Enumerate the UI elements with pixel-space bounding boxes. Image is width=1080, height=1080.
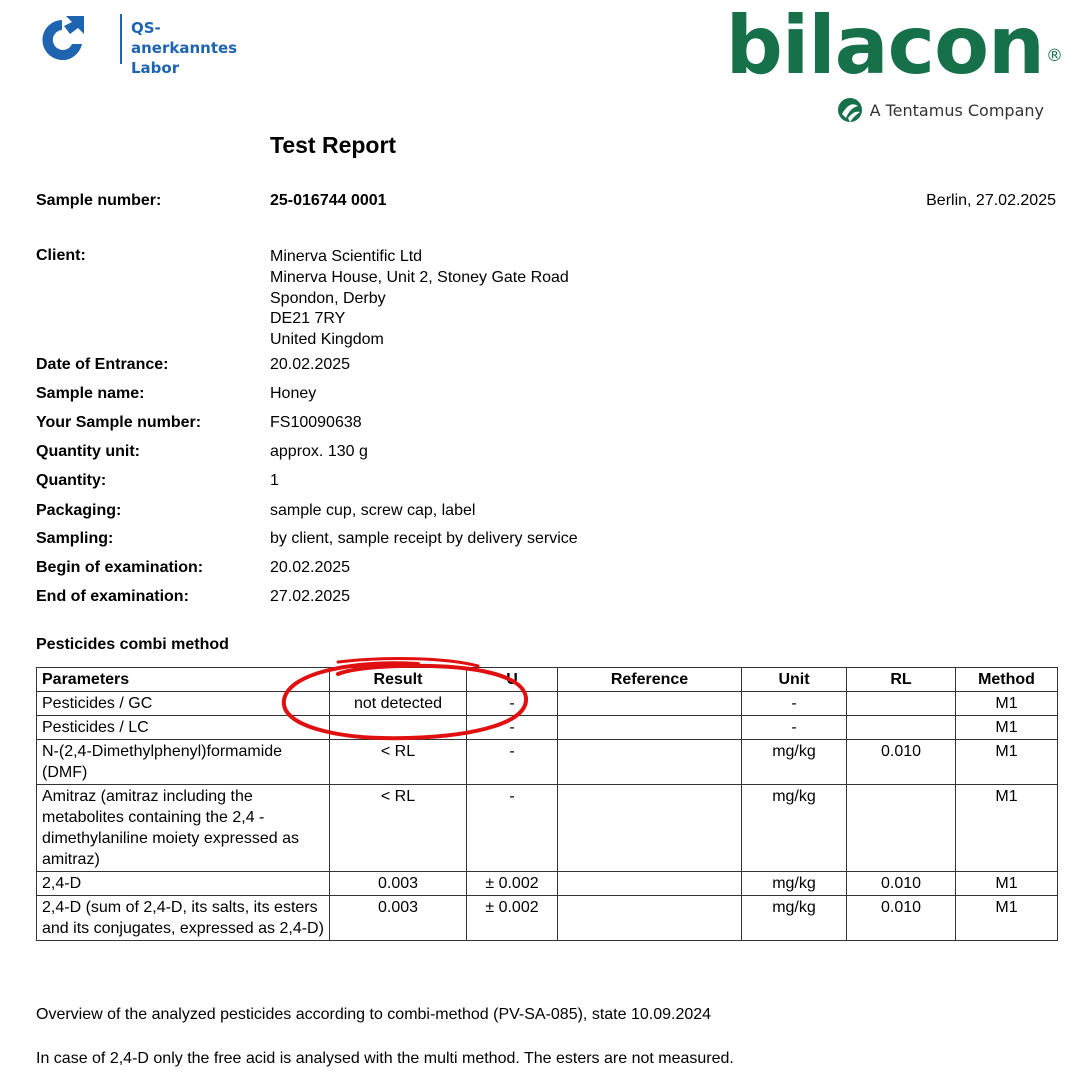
- cell-u: -: [467, 692, 558, 716]
- cell-unit: mg/kg: [742, 872, 847, 896]
- cell-parameter: 2,4-D (sum of 2,4-D, its salts, its esters and its conjugates, expressed as 2,4-D): [37, 896, 330, 941]
- cell-rl: [847, 716, 956, 740]
- cell-parameter: 2,4-D: [37, 872, 330, 896]
- cell-method: M1: [956, 896, 1058, 941]
- column-header-reference: Reference: [558, 668, 742, 692]
- cell-reference: [558, 785, 742, 872]
- table-row: [37, 740, 1058, 785]
- quantity-unit-value: approx. 130 g: [270, 443, 368, 460]
- cell-parameter: Pesticides / LC: [37, 716, 330, 740]
- cell-reference: [558, 692, 742, 716]
- bilacon-logo: [725, 0, 1062, 92]
- cell-reference: [558, 872, 742, 896]
- table-row: [37, 896, 1058, 941]
- packaging-label: Packaging:: [36, 502, 122, 519]
- quantity-unit-label: Quantity unit:: [36, 443, 140, 460]
- end-exam-label: End of examination:: [36, 588, 189, 605]
- cell-unit: -: [742, 692, 847, 716]
- column-header-parameters: Parameters: [37, 668, 330, 692]
- table-row: [37, 716, 1058, 740]
- sample-number-value: 25-016744 0001: [270, 192, 387, 209]
- cell-method: M1: [956, 872, 1058, 896]
- client-label: Client:: [36, 247, 86, 264]
- cell-rl: [847, 692, 956, 716]
- cell-unit: mg/kg: [742, 785, 847, 872]
- cell-parameter: Pesticides / GC: [37, 692, 330, 716]
- table-row: [37, 785, 1058, 872]
- qs-logo-line2: Labor: [131, 59, 180, 77]
- cell-method: M1: [956, 740, 1058, 785]
- results-table: [36, 667, 1058, 941]
- tagline-text: A Tentamus Company: [869, 100, 1044, 120]
- tentamus-tagline: [836, 96, 1044, 124]
- cell-method: M1: [956, 716, 1058, 740]
- date-of-entrance-value: 20.02.2025: [270, 356, 351, 373]
- client-address-line: United Kingdom: [270, 331, 384, 349]
- section-title: Pesticides combi method: [36, 636, 229, 653]
- cell-unit: mg/kg: [742, 896, 847, 941]
- cell-result: < RL: [330, 740, 467, 785]
- place-date: Berlin, 27.02.2025: [926, 192, 1056, 209]
- cell-u: -: [467, 785, 558, 872]
- cell-parameter: Amitraz (amitraz including the metabolites containing the 2,4 -dimethylaniline moiety expressed as amitraz): [37, 785, 330, 872]
- qs-circular-arrows-icon: [34, 12, 92, 68]
- registered-mark: ®: [1046, 46, 1062, 66]
- quantity-label: Quantity:: [36, 472, 107, 489]
- red-annotation-ellipse: [278, 656, 538, 748]
- cell-method: M1: [956, 785, 1058, 872]
- cell-result: 0.003: [330, 896, 467, 941]
- footnote-2-4-d: In case of 2,4-D only the free acid is analysed with the multi method. The esters are not measured.: [36, 1050, 734, 1067]
- cell-rl: 0.010: [847, 896, 956, 941]
- cell-reference: [558, 740, 742, 785]
- cell-u: ± 0.002: [467, 872, 558, 896]
- column-header-u: U: [467, 668, 558, 692]
- cell-parameter: N-(2,4-Dimethylphenyl)formamide (DMF): [37, 740, 330, 785]
- begin-exam-value: 20.02.2025: [270, 559, 351, 576]
- cell-method: M1: [956, 692, 1058, 716]
- begin-exam-label: Begin of examination:: [36, 559, 204, 576]
- sample-number-label: Sample number:: [36, 192, 162, 209]
- column-header-rl: RL: [847, 668, 956, 692]
- table-row: [37, 872, 1058, 896]
- qs-divider: [120, 14, 122, 64]
- end-exam-value: 27.02.2025: [270, 588, 351, 605]
- your-sample-number-label: Your Sample number:: [36, 414, 202, 431]
- footnote-overview: Overview of the analyzed pesticides according to combi-method (PV-SA-085), state 10.09.2024: [36, 1006, 712, 1023]
- column-header-unit: Unit: [742, 668, 847, 692]
- table-row: [37, 692, 1058, 716]
- client-address: [270, 247, 569, 351]
- brand-name: bilacon: [725, 0, 1044, 92]
- column-header-result: Result: [330, 668, 467, 692]
- sample-name-label: Sample name:: [36, 385, 145, 402]
- client-address-line: DE21 7RY: [270, 310, 346, 328]
- tentamus-leaf-icon: [836, 96, 864, 124]
- table-header-row: [37, 668, 1058, 692]
- sampling-value: by client, sample receipt by delivery service: [270, 530, 578, 547]
- sampling-label: Sampling:: [36, 530, 114, 547]
- cell-rl: 0.010: [847, 872, 956, 896]
- cell-rl: [847, 785, 956, 872]
- cell-u: ± 0.002: [467, 896, 558, 941]
- qs-logo: [34, 12, 238, 77]
- cell-u: -: [467, 716, 558, 740]
- qs-logo-line1: QS-anerkanntes: [131, 19, 238, 57]
- cell-unit: -: [742, 716, 847, 740]
- cell-reference: [558, 896, 742, 941]
- cell-reference: [558, 716, 742, 740]
- client-address-line: Minerva Scientific Ltd: [270, 248, 423, 265]
- client-address-line: Minerva House, Unit 2, Stoney Gate Road: [270, 268, 569, 286]
- quantity-value: 1: [270, 472, 279, 489]
- packaging-value: sample cup, screw cap, label: [270, 502, 476, 519]
- report-title: Test Report: [270, 132, 397, 158]
- column-header-method: Method: [956, 668, 1058, 692]
- date-of-entrance-label: Date of Entrance:: [36, 356, 169, 373]
- cell-result: not detected: [330, 692, 467, 716]
- cell-result: 0.003: [330, 872, 467, 896]
- cell-result: < RL: [330, 785, 467, 872]
- sample-name-value: Honey: [270, 385, 317, 402]
- cell-unit: mg/kg: [742, 740, 847, 785]
- client-address-line: Spondon, Derby: [270, 289, 386, 307]
- your-sample-number-value: FS10090638: [270, 414, 362, 431]
- qs-logo-text: [131, 18, 237, 78]
- cell-u: -: [467, 740, 558, 785]
- cell-rl: 0.010: [847, 740, 956, 785]
